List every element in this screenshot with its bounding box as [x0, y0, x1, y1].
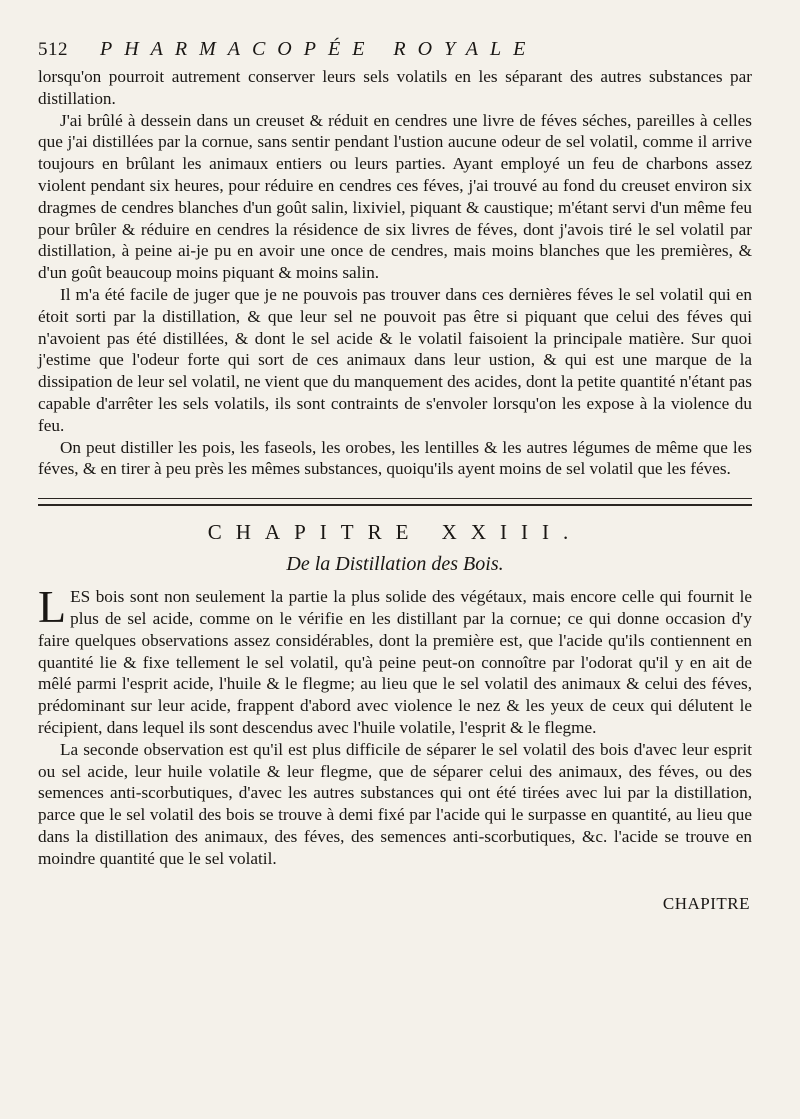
- paragraph: Il m'a été facile de juger que je ne pouvois pas trouver dans ces dernières féves le sel volatil qui en étoit sorti par la distillation, & que leur sel ne pouvoit pas être si piquant que celui des féves qui n'avoient pas été distillées, & dont le sel acide & le volatil faisoient la principale matière. Sur quoi j'estime que l'odeur forte qui sort de ces animaux dans leur ustion, & qui est une marque de la dissipation de leur sel volatil, ne vient que du manquement des acides, dont la petite quantité n'étant pas capable d'arrêter les sels volatils, ils sont contraints de s'envoler lorsqu'on les expose à la violence du feu.: [38, 284, 752, 435]
- chapter-heading: CHAPITRE XXIII.: [207, 520, 583, 545]
- ornamental-rule: [38, 498, 752, 506]
- running-head: [38, 38, 752, 62]
- paragraph: La seconde observation est qu'il est plus difficile de séparer le sel volatil des bois d'avec leur esprit ou sel acide, leur huile volatile & leur flegme, que de séparer celui des animaux, des féves, ou des semences anti-scorbutiques, d'avec les autres substances qui ont été tirées avec lui par la distillation, parce que le sel volatil des bois se trouve à demi fixé par l'acide qui le surpasse en quantité, au lieu que dans la distillation des animaux, des féves, des semences anti-scorbutiques, &c. l'acide se trouve en moindre quantité que le sel volatil.: [38, 739, 752, 868]
- chapter-subtitle: De la Distillation des Bois.: [286, 553, 504, 576]
- paragraph: On peut distiller les pois, les faseols, les orobes, les lentilles & les autres légumes de même que les féves, & en tirer à peu près les mêmes substances, quoiqu'ils ayent moins de sel volatil que les féves.: [38, 437, 752, 479]
- body-text-before-chapter: [38, 66, 752, 480]
- paragraph: J'ai brûlé à dessein dans un creuset & réduit en cendres une livre de féves séches, pareilles à celles que j'ai distillées par la cornue, sans sentir pendant l'ustion aucune odeur de sel volatil, comme il arrive toujours en brûlant les animaux entiers ou leurs parties. Ayant employé un feu de charbons assez violent pendant six heures, pour réduire en cendres ces féves, j'ai trouvé au fond du creuset environ six dragmes de cendres blanches d'un goût salin, lixiviel, piquant & caustique; m'étant servi d'un même feu pour brûler & réduire en cendres la résidence de six livres de féves, dont j'avois tiré le sel volatil par distillation, à peine ai-je pu en avoir une once de cendres, mais moins blanches que les premières, & d'un goût beaucoup moins piquant & moins salin.: [38, 110, 752, 283]
- running-title: PHARMACOPÉE ROYALE: [100, 38, 538, 60]
- body-text-chapter: [38, 581, 752, 869]
- catchword: CHAPITRE: [662, 893, 750, 913]
- paragraph-drop-cap: LES bois sont non seulement la partie la plus solide des végétaux, mais encore celle qui fournit le plus de sel acide, comme on le vérifie en les distillant par la cornue; ce qui donne occasion d'y faire quelques observations assez considérables, dont la première est, que l'acide qu'ils contiennent en quantité lie & fixe tellement le sel volatil, qu'à peine peut-on connoître par l'odorat qu'il y en ait de mêlé parmi l'esprit acide, l'huile & le flegme; au lieu que le sel volatil des animaux & celui des féves, prédominant sur leur acide, frappent d'abord avec violence le nez & les yeux de ceux qui délutent le récipient, dans lequel ils sont descendus avec l'huile volatile, l'esprit & le flegme.: [38, 581, 752, 737]
- page-number: 512: [38, 39, 68, 60]
- paragraph: lorsqu'on pourroit autrement conserver leurs sels volatils en les séparant des autres substances par distillation.: [38, 67, 752, 108]
